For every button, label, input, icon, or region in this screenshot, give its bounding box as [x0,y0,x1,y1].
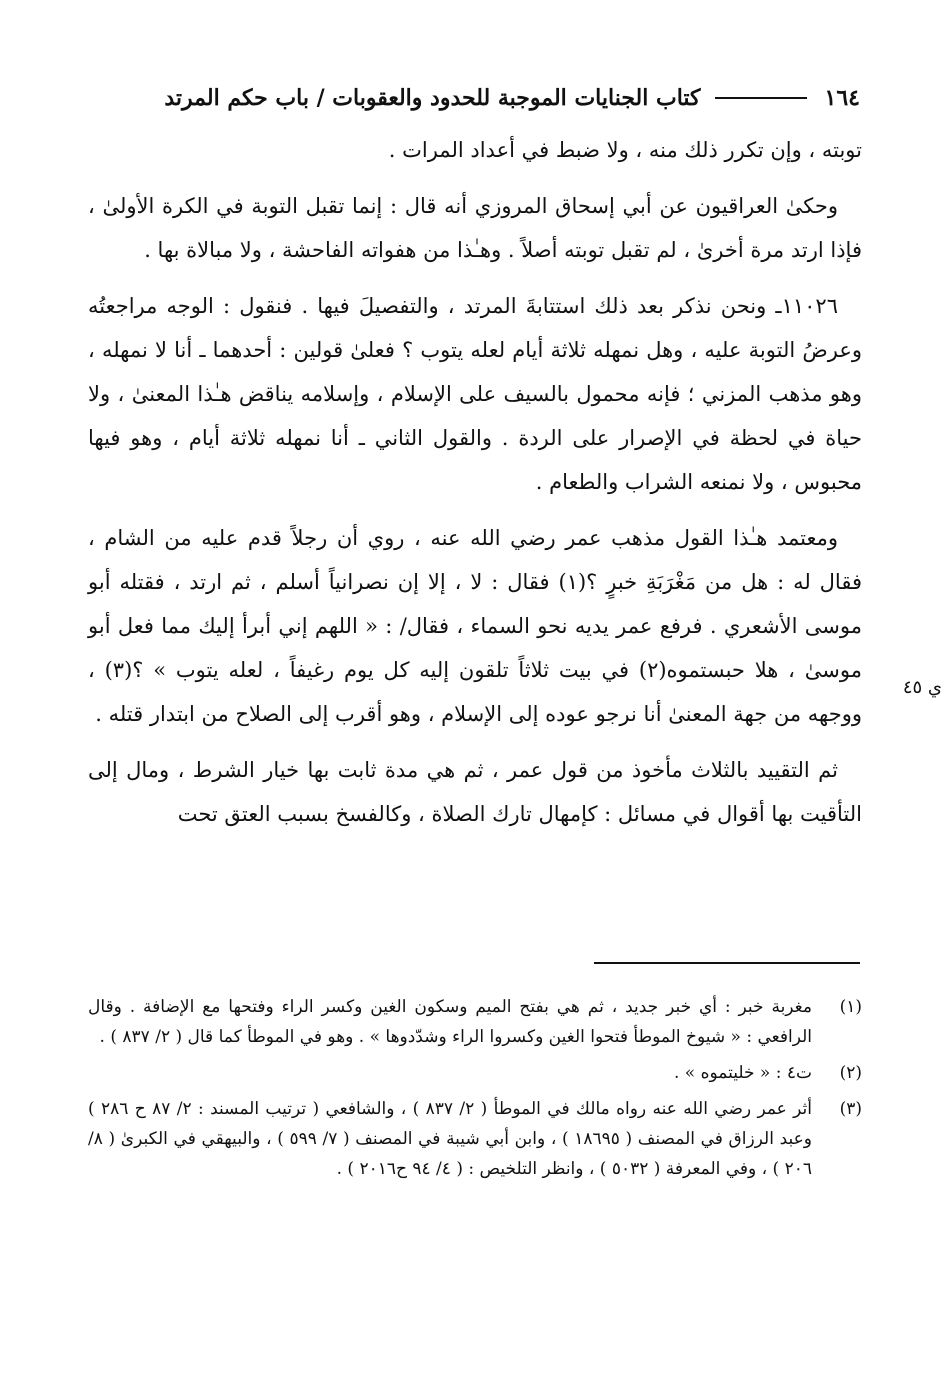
page-header [90,78,860,118]
footnote [88,992,862,1052]
footnote [88,1058,862,1088]
footnote-text: ت٤ : « خليتموه » . [673,1063,812,1083]
paragraph: توبته ، وإن تكرر ذلك منه ، ولا ضبط في أعداد المرات . [388,138,862,162]
footnote-number: (٢) [839,1063,862,1083]
running-title: كتاب الجنايات الموجبة للحدود والعقوبات / باب حكم المرتد [164,85,701,111]
footnotes [88,992,862,1190]
footnote-number: (١) [839,997,862,1017]
footnote-text: مغربة خبر : أي خبر جديد ، ثم هي بفتح الميم وسكون الغين وكسر الراء وفتحها مع الإضافة . وقال الرافعي : « شيوخ الموطأ فتحوا الغين وكسروا الراء وشدّدوها » . وهو في الموطأ كما قال ( ٢/ ٨٣٧ ) . [88,997,812,1047]
paragraph: ومعتمد هـٰذا القول مذهب عمر رضي الله عنه ، روي أن رجلاً قدم عليه من الشام ، فقال له : هل من مَغْرَبَةِ خبرٍ ؟(١) فقال : لا ، إلا إن نصرانياً أسلم ، ثم ارتد ، فقتله أبو موسى الأشعري . فرفع عمر يديه نحو السماء ، فقال/ : « اللهم إني أبرأ إليك مما فعل أبو موسىٰ ، هلا حبستموه(٢) في بيت ثلاثاً تلقون إليه كل يوم رغيفاً ، لعله يتوب » ؟(٣) ، ووجهه من جهة المعنىٰ أنا نرجو عوده إلى الإسلام ، وهو أقرب إلى الصلاح من ابتدار قتله . [88,526,862,726]
header-rule [715,97,807,99]
footnote-separator [594,962,860,964]
page-number: ١٦٤ [824,85,860,111]
paragraph: ثم التقييد بالثلاث مأخوذ من قول عمر ، ثم هي مدة ثابت بها خيار الشرط ، ومال إلى التأقيت بها أقوال في مسائل : كإمهال تارك الصلاة ، وكالفسخ بسبب العتق تحت [88,758,862,826]
footnote [88,1094,862,1184]
main-text [88,128,862,848]
footnote-number: (٣) [839,1099,862,1119]
paragraph: وحكىٰ العراقيون عن أبي إسحاق المروزي أنه قال : إنما تقبل التوبة في الكرة الأولىٰ ، فإذا ارتد مرة أخرىٰ ، لم تقبل توبته أصلاً . وهـٰذا من هفواته الفاحشة ، ولا مبالاة بها . [88,194,862,262]
footnote-text: أثر عمر رضي الله عنه رواه مالك في الموطأ ( ٢/ ٨٣٧ ) ، والشافعي ( ترتيب المسند : ٢/ ٨٧ ح ٢٨٦ ) وعبد الرزاق في المصنف ( ١٨٦٩٥ ) ، وابن أبي شيبة في المصنف ( ٧/ ٥٩٩ ) ، والبيهقي في الكبرىٰ ( ٨/ ٢٠٦ ) ، وفي المعرفة ( ٥٠٣٢ ) ، وانظر التلخيص : ( ٤/ ٩٤ ح٢٠١٦ ) . [88,1099,813,1179]
manuscript-margin-note: ي ٤٥ [902,677,942,698]
paragraph: ١١٠٢٦ـ ونحن نذكر بعد ذلك استتابةَ المرتد ، والتفصيلَ فيها . فنقول : الوجه مراجعتُه وعرضُ التوبة عليه ، وهل نمهله ثلاثة أيام لعله يتوب ؟ فعلىٰ قولين : أحدهما ـ أنا لا نمهله ، وهو مذهب المزني ؛ فإنه محمول بالسيف على الإسلام ، وإسلامه يناقض هـٰذا المعنىٰ ، ولا حياة في لحظة في الإصرار على الردة . والقول الثاني ـ أنا نمهله ثلاثة أيام ، وهو فيها محبوس ، ولا نمنعه الشراب والطعام . [88,294,862,494]
